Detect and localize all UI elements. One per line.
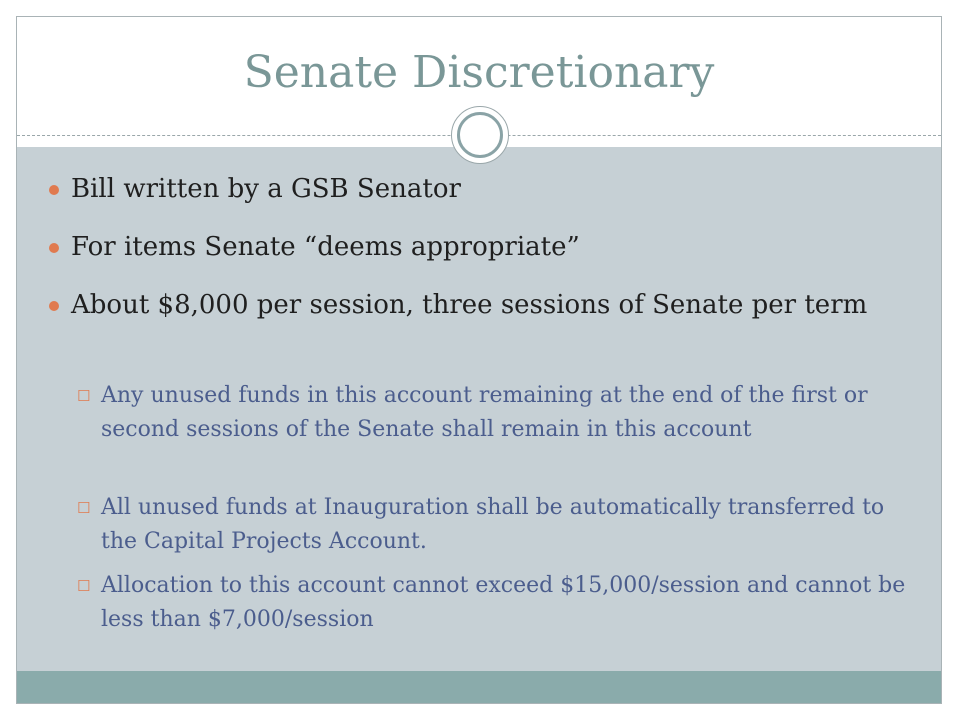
double-ring-circle-icon bbox=[451, 106, 509, 164]
ornament-inner-ring bbox=[457, 112, 503, 158]
bullet-item-3: About $8,000 per session, three sessions of Senate per term bbox=[71, 290, 868, 320]
bullet-dot-icon bbox=[49, 243, 59, 253]
bullet-item-1: Bill written by a GSB Senator bbox=[71, 174, 461, 204]
sub-bullet-square-icon: ☐ bbox=[77, 499, 91, 517]
bullet-dot-icon bbox=[49, 185, 59, 195]
sub-bullet-item-1: Any unused funds in this account remaining at the end of the first or second sessions of the Senate shall remain in this account bbox=[101, 383, 868, 442]
bullet-dot-icon bbox=[49, 301, 59, 311]
sub-bullet-square-icon: ☐ bbox=[77, 387, 91, 405]
sub-bullet-item-2: All unused funds at Inauguration shall be automatically transferred to the Capital Projects Account. bbox=[101, 495, 885, 554]
sub-bullet-square-icon: ☐ bbox=[77, 577, 91, 595]
bullet-item-2: For items Senate “deems appropriate” bbox=[71, 232, 580, 262]
slide-title: Senate Discretionary bbox=[243, 47, 715, 98]
sub-bullet-item-3: Allocation to this account cannot exceed $15,000/session and cannot be less than $7,000/session bbox=[101, 573, 906, 632]
slide-frame bbox=[16, 16, 942, 704]
content-area bbox=[17, 147, 941, 673]
bottom-band bbox=[17, 671, 941, 704]
